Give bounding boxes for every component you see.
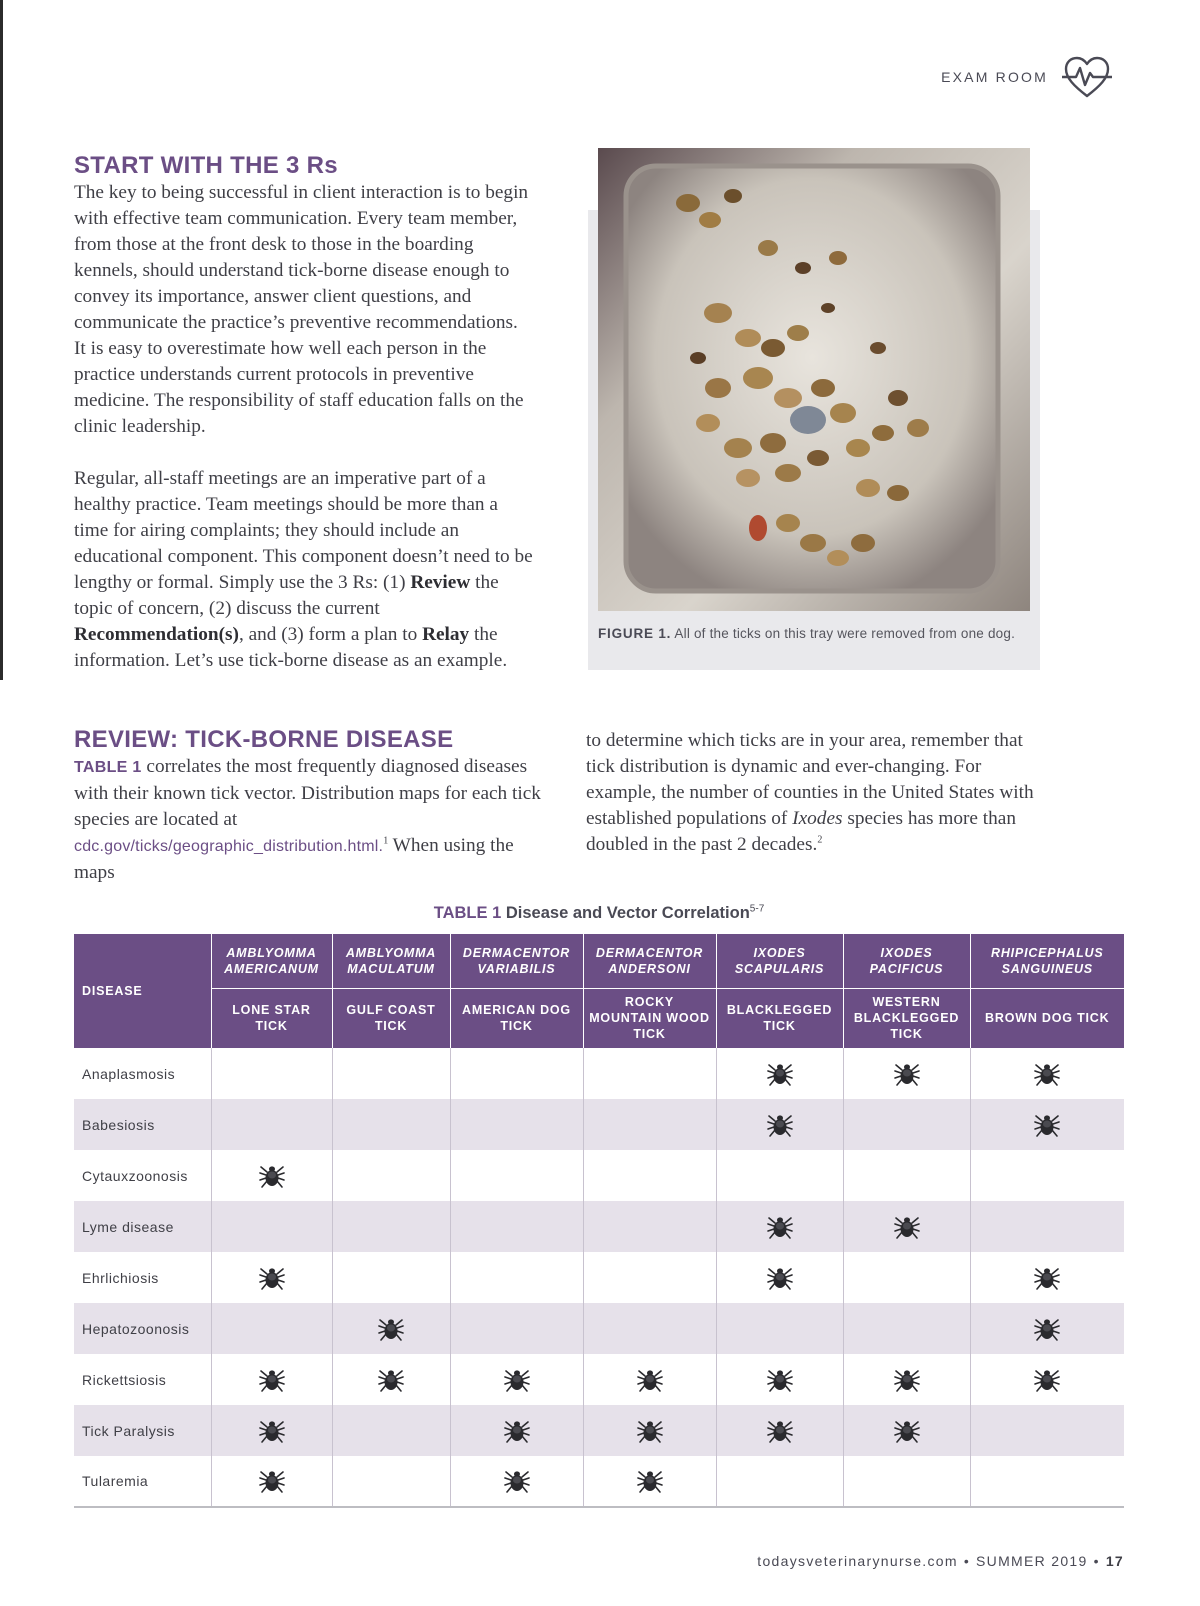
vector-cell — [583, 1150, 716, 1201]
tick-icon — [765, 1212, 795, 1242]
vector-cell — [716, 1099, 843, 1150]
footer-issue: SUMMER 2019 — [976, 1553, 1088, 1569]
vector-cell — [843, 1099, 970, 1150]
common-name-3: AMERICAN DOG TICK — [450, 988, 583, 1048]
p2-c: the topic of concern, (2) discuss the current — [74, 572, 499, 619]
table-title-sup: 5-7 — [749, 903, 765, 915]
table-reference: TABLE 1 — [74, 759, 142, 776]
vector-cell — [211, 1099, 332, 1150]
table-row — [74, 1099, 1124, 1150]
vector-cell — [970, 1099, 1124, 1150]
vector-cell — [843, 1252, 970, 1303]
table-row — [74, 1048, 1124, 1099]
section-label: EXAM ROOM — [941, 69, 1048, 85]
vector-cell — [450, 1201, 583, 1252]
footer-site: todaysveterinarynurse.com — [757, 1553, 958, 1569]
vector-cell — [332, 1201, 450, 1252]
vector-cell — [583, 1405, 716, 1456]
table-row — [74, 1456, 1124, 1507]
tick-icon — [765, 1263, 795, 1293]
heading-3rs: START WITH THE 3 Rs — [74, 152, 338, 179]
tick-icon — [892, 1416, 922, 1446]
vector-cell — [332, 1099, 450, 1150]
tick-icon — [376, 1365, 406, 1395]
tick-icon — [502, 1365, 532, 1395]
vector-cell — [716, 1201, 843, 1252]
vector-cell — [843, 1150, 970, 1201]
vector-cell — [450, 1456, 583, 1507]
table-row — [74, 1405, 1124, 1456]
species-header-5: IXODES SCAPULARIS — [716, 934, 843, 988]
footnote-2: 2 — [817, 834, 823, 846]
common-name-5: BLACKLEGGED TICK — [716, 988, 843, 1048]
p2-d: , and (3) form a plan to — [238, 624, 423, 645]
species-header-4: DERMACENTOR ANDERSONI — [583, 934, 716, 988]
vector-cell — [211, 1303, 332, 1354]
table-title-label: TABLE 1 — [433, 904, 502, 922]
common-name-4: ROCKY MOUNTAIN WOOD TICK — [583, 988, 716, 1048]
vector-cell — [211, 1048, 332, 1099]
table-row — [74, 1150, 1124, 1201]
p2-review: Review — [410, 572, 471, 593]
s2-right-2: species has more than doubled in the past 2 decades. — [586, 808, 1016, 855]
tick-icon — [635, 1416, 665, 1446]
vector-cell — [583, 1354, 716, 1405]
vector-cell — [583, 1048, 716, 1099]
vector-cell — [450, 1150, 583, 1201]
vector-cell — [450, 1099, 583, 1150]
disease-name: Babesiosis — [74, 1099, 211, 1150]
heading-review: REVIEW: TICK-BORNE DISEASE — [74, 726, 454, 753]
section1-text — [74, 180, 534, 674]
tick-icon — [1032, 1059, 1062, 1089]
vector-cell — [970, 1150, 1124, 1201]
vector-cell — [332, 1354, 450, 1405]
tick-icon — [635, 1466, 665, 1496]
table-row — [74, 1252, 1124, 1303]
vector-cell — [716, 1354, 843, 1405]
vector-cell — [211, 1456, 332, 1507]
tick-icon — [765, 1059, 795, 1089]
vector-cell — [583, 1456, 716, 1507]
s2-right-1: to determine which ticks are in your area, remember that tick distribution is dynamic and ever-changing. For example, the number of counties in the United States with established populations of — [586, 730, 1034, 829]
vector-cell — [450, 1405, 583, 1456]
vector-cell — [450, 1252, 583, 1303]
vector-cell — [332, 1252, 450, 1303]
vector-cell — [843, 1303, 970, 1354]
tick-icon — [257, 1416, 287, 1446]
p2-e: the information. Let’s use tick-borne disease as an example. — [74, 624, 508, 671]
vector-cell — [332, 1048, 450, 1099]
vector-cell — [450, 1303, 583, 1354]
vector-cell — [843, 1201, 970, 1252]
tick-icon — [257, 1263, 287, 1293]
heart-pulse-icon — [1062, 54, 1112, 100]
tick-icon — [257, 1161, 287, 1191]
disease-name: Anaplasmosis — [82, 1065, 176, 1082]
figure-photo-ticks-tray — [598, 148, 1030, 611]
paragraph-1: The key to being successful in client interaction is to begin with effective team communication. Every team member, from those at the front desk to those in the boarding kennels, should understand tick-borne disease enough to convey its importance, answer client questions, and communicate the practice’s preventive recommendations. It is easy to overestimate how well each person in the practice understands current protocols in preventive medicine. The responsibility of staff education falls on the clinic leadership. — [74, 182, 529, 437]
vector-cell — [583, 1201, 716, 1252]
vector-cell — [716, 1405, 843, 1456]
vector-cell — [970, 1354, 1124, 1405]
vector-cell — [716, 1303, 843, 1354]
vector-cell — [843, 1048, 970, 1099]
species-header-3: DERMACENTOR VARIABILIS — [450, 934, 583, 988]
vector-cell — [970, 1048, 1124, 1099]
tick-icon — [257, 1466, 287, 1496]
table-row — [74, 1303, 1124, 1354]
common-name-7: BROWN DOG TICK — [970, 988, 1124, 1048]
cdc-link[interactable]: cdc.gov/ticks/geographic_distribution.html. — [74, 838, 384, 855]
table-row — [74, 1354, 1124, 1405]
vector-cell — [332, 1405, 450, 1456]
vector-cell — [970, 1303, 1124, 1354]
common-name-2: GULF COAST TICK — [332, 988, 450, 1048]
section2-left-text — [74, 754, 544, 886]
vector-cell — [450, 1048, 583, 1099]
table-title-text: Disease and Vector Correlation — [501, 904, 750, 922]
tick-icon — [765, 1365, 795, 1395]
tick-icon — [1032, 1365, 1062, 1395]
disease-name: Hepatozoonosis — [74, 1303, 211, 1354]
species-header-6: IXODES PACIFICUS — [843, 934, 970, 988]
vector-cell — [211, 1354, 332, 1405]
tick-icon — [892, 1059, 922, 1089]
vector-cell — [583, 1099, 716, 1150]
vector-cell — [332, 1150, 450, 1201]
vector-cell — [970, 1252, 1124, 1303]
vector-cell — [843, 1405, 970, 1456]
vector-cell — [843, 1354, 970, 1405]
vector-cell — [583, 1252, 716, 1303]
figure-label: FIGURE 1. — [598, 626, 672, 641]
tick-icon — [765, 1110, 795, 1140]
tick-icon — [892, 1212, 922, 1242]
tick-icon — [376, 1314, 406, 1344]
p2-relay: Relay — [422, 624, 470, 645]
vector-cell — [450, 1354, 583, 1405]
disease-name: Tick Paralysis — [74, 1405, 211, 1456]
section2-right-text — [586, 728, 1056, 858]
disease-column-header: DISEASE — [74, 934, 211, 1048]
vector-cell — [332, 1303, 450, 1354]
vector-cell — [332, 1456, 450, 1507]
vector-cell — [970, 1456, 1124, 1507]
disease-name: Rickettsiosis — [82, 1371, 167, 1388]
vector-cell — [843, 1456, 970, 1507]
page-edge-bar — [0, 0, 3, 680]
p2-recommendation: Recommendation(s) — [74, 624, 239, 645]
page-header — [941, 54, 1112, 100]
tick-icon — [765, 1416, 795, 1446]
vector-cell — [211, 1252, 332, 1303]
tick-icon — [892, 1365, 922, 1395]
figure-caption-text: All of the ticks on this tray were removed from one dog. — [671, 626, 1016, 641]
figure-caption — [598, 624, 1018, 643]
s2-italic-ixodes: Ixodes — [792, 808, 843, 829]
vector-cell — [970, 1405, 1124, 1456]
common-name-1: LONE STAR TICK — [211, 988, 332, 1048]
species-header-1: AMBLYOMMA AMERICANUM — [211, 934, 332, 988]
vector-cell — [716, 1456, 843, 1507]
species-header-2: AMBLYOMMA MACULATUM — [332, 934, 450, 988]
tick-icon — [1032, 1110, 1062, 1140]
disease-vector-table — [74, 934, 1124, 1508]
vector-cell — [716, 1048, 843, 1099]
tick-icon — [502, 1416, 532, 1446]
species-header-7: RHIPICEPHALUS SANGUINEUS — [970, 934, 1124, 988]
disease-name: Lyme disease — [74, 1201, 211, 1252]
tick-icon — [635, 1365, 665, 1395]
s2-text-2: When using the maps — [74, 835, 514, 883]
table-title — [74, 904, 1124, 923]
paragraph-2 — [74, 466, 534, 674]
vector-cell — [583, 1303, 716, 1354]
disease-name: Tularemia — [74, 1456, 211, 1507]
table-row — [74, 1201, 1124, 1252]
p2-a: Regular, all-staff meetings are an imperative part of a healthy practice. Team meetings should be more than a time for airing complaints; they should include an educational component. This component doesn’t need to be lengthy or formal. Simply use the 3 Rs: (1) — [74, 468, 533, 593]
disease-name: Ehrlichiosis — [82, 1269, 159, 1286]
disease-name: Cytauxzoonosis — [82, 1167, 188, 1184]
tick-icon — [257, 1365, 287, 1395]
tick-icon — [1032, 1314, 1062, 1344]
vector-cell — [211, 1201, 332, 1252]
page-footer: todaysveterinarynurse.com • SUMMER 2019 • 17 — [757, 1553, 1124, 1569]
tick-icon — [502, 1466, 532, 1496]
page-number: 17 — [1105, 1553, 1124, 1569]
s2-text-1: correlates the most frequently diagnosed diseases with their known tick vector. Distribution maps for each tick species are located at — [74, 756, 541, 830]
vector-cell — [211, 1405, 332, 1456]
tick-icon — [1032, 1263, 1062, 1293]
vector-cell — [211, 1150, 332, 1201]
common-name-6: WESTERN BLACKLEGGED TICK — [843, 988, 970, 1048]
vector-cell — [970, 1201, 1124, 1252]
table-body — [74, 1048, 1124, 1507]
vector-cell — [716, 1252, 843, 1303]
vector-cell — [716, 1150, 843, 1201]
footnote-1: 1 — [383, 835, 389, 847]
